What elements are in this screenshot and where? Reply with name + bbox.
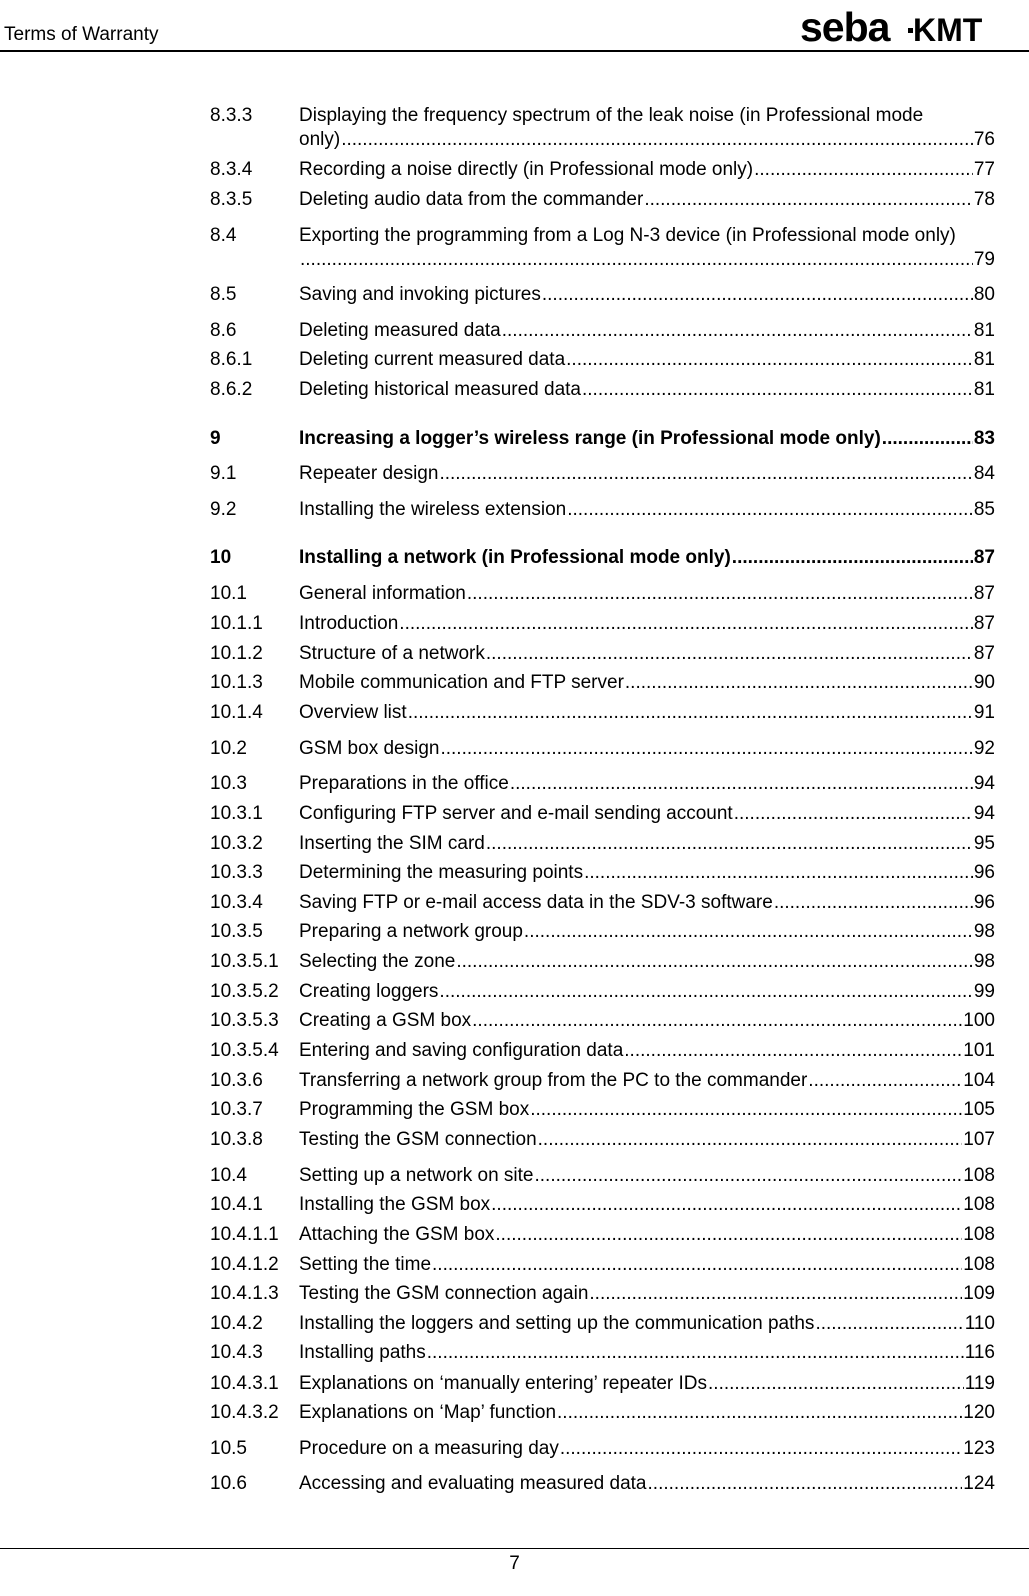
toc-leader [557,1401,962,1425]
toc-title: Determining the measuring points [299,862,584,883]
toc-page: 87 [973,583,995,604]
toc-title: Recording a noise directly (in Professional mode only) [299,159,754,180]
toc-title: Testing the GSM connection again [299,1283,589,1304]
toc-title: Introduction [299,613,399,634]
toc-number: 9.1 [210,463,237,484]
toc-leader [732,546,973,570]
toc-page: 87 [973,547,995,568]
toc-leader [882,427,973,451]
toc-number: 10.1 [210,583,247,604]
toc-title: Overview list [299,702,407,723]
toc-leader [815,1312,963,1336]
toc-leader [472,1009,962,1033]
svg-text:KMT: KMT [913,12,983,48]
toc-number: 10.1.2 [210,643,263,664]
toc-number: 10.1.3 [210,672,263,693]
toc-page: 90 [973,672,995,693]
toc-title-line: Displaying the frequency spectrum of the leak noise (in Professional mode [299,105,924,126]
toc-title: Setting the time [299,1254,432,1275]
toc-leader [624,1039,962,1063]
toc-number: 10.3.3 [210,862,263,883]
toc-number: 10.3.5.3 [210,1010,279,1031]
toc-page: 123 [963,1438,995,1459]
toc-page: 124 [963,1473,995,1494]
toc-leader [341,128,973,152]
toc-page: 81 [973,349,995,370]
toc-page: 101 [963,1040,995,1061]
toc-leader [440,737,972,761]
toc-page: 120 [963,1402,995,1423]
toc-page: 91 [973,702,995,723]
toc-page: 108 [963,1254,995,1275]
toc-page: 76 [973,129,995,150]
toc-title: Procedure on a measuring day [299,1438,559,1459]
toc-page: 110 [964,1313,995,1334]
toc-page: 81 [973,379,995,400]
toc-number: 8.3.4 [210,159,253,180]
toc-title: Saving FTP or e-mail access data in the SDV-3 software [299,892,773,913]
toc-leader [439,980,972,1004]
toc-leader [491,1193,962,1217]
toc-leader [534,1164,962,1188]
toc-page: 87 [973,643,995,664]
toc-title: Creating loggers [299,981,439,1002]
toc-title: GSM box design [299,738,440,759]
page-number: 7 [509,1553,520,1574]
toc-title: Configuring FTP server and e-mail sending account [299,803,733,824]
toc-number: 8.6.2 [210,379,253,400]
toc-number: 10.1.1 [210,613,263,634]
toc-page: 98 [973,921,995,942]
toc-number: 8.3.5 [210,189,253,210]
toc-leader [432,1253,962,1277]
toc-page: 105 [963,1099,995,1120]
toc-leader [566,348,973,372]
header-title: Terms of Warranty [4,24,159,45]
toc-title-line: Exporting the programming from a Log N-3 device (in Professional mode only) [299,225,956,246]
toc-page: 109 [963,1283,995,1304]
toc-page: 104 [963,1070,995,1091]
toc-number: 10.1.4 [210,702,263,723]
toc-number: 10.3.2 [210,833,263,854]
toc-leader [456,950,973,974]
toc-page: 96 [973,892,995,913]
toc-title: Installing the wireless extension [299,499,567,520]
toc-number: 10.4.1.2 [210,1254,279,1275]
toc-number: 9.2 [210,499,237,520]
toc-title: Creating a GSM box [299,1010,472,1031]
toc-number: 8.6 [210,320,237,341]
toc-title: Testing the GSM connection [299,1129,537,1150]
toc-page: 119 [964,1373,995,1394]
toc-page: 95 [973,833,995,854]
toc-page: 87 [973,613,995,634]
toc-title: Preparations in the office [299,773,509,794]
toc-number: 10.3.5.4 [210,1040,279,1061]
toc-title: Transferring a network group from the PC to the commander [299,1070,808,1091]
toc-leader [524,920,973,944]
toc-leader [754,158,973,182]
toc-page: 94 [973,773,995,794]
toc-title: Increasing a logger’s wireless range (in Professional mode only) [299,428,881,449]
toc-page: 99 [973,981,995,1002]
toc-title: Structure of a network [299,643,485,664]
toc-number: 9 [210,428,221,449]
toc-number: 10.4.1.1 [210,1224,279,1245]
toc-leader [582,378,973,402]
toc-number: 10.3 [210,773,247,794]
toc-title: Deleting historical measured data [299,379,581,400]
toc-leader [530,1098,962,1122]
header-divider [0,50,1029,52]
toc-entry[interactable] [210,224,995,272]
toc-title: Installing the GSM box [299,1194,491,1215]
toc-number: 10.4.1.3 [210,1283,279,1304]
toc-title: Deleting audio data from the commander [299,189,644,210]
toc-title: Explanations on ‘manually entering’ repeater IDs [299,1373,708,1394]
toc-leader [300,248,973,272]
toc-leader [808,1069,962,1093]
toc-leader [589,1282,962,1306]
toc-leader [486,832,973,856]
toc-number: 10.4.3.1 [210,1373,279,1394]
toc-leader [734,802,973,826]
toc-page: 85 [973,499,995,520]
toc-number: 10.3.4 [210,892,263,913]
toc-leader [560,1437,962,1461]
toc-number: 8.4 [210,225,237,246]
toc-page: 79 [973,249,995,270]
toc-title: Entering and saving configuration data [299,1040,624,1061]
toc-number: 8.6.1 [210,349,253,370]
toc-leader [427,1341,964,1365]
toc-title: Inserting the SIM card [299,833,485,854]
toc-number: 10.3.6 [210,1070,263,1091]
footer-divider [0,1548,1029,1549]
toc-page: 108 [963,1165,995,1186]
toc-title: Selecting the zone [299,951,456,972]
toc-title: Setting up a network on site [299,1165,534,1186]
toc-title: Deleting measured data [299,320,501,341]
toc-page: 78 [973,189,995,210]
toc-title: only) [299,129,341,150]
toc-page: 77 [973,159,995,180]
toc-number: 10.3.7 [210,1099,263,1120]
toc-number: 8.5 [210,284,237,305]
toc-number: 10.3.1 [210,803,263,824]
toc-title: Preparing a network group [299,921,523,942]
toc-title: Accessing and evaluating measured data [299,1473,647,1494]
sebakmt-logo [800,8,1027,48]
toc-page: 92 [973,738,995,759]
toc-page: 116 [964,1342,995,1363]
toc-page: 83 [973,428,995,449]
toc-leader [399,612,973,636]
toc-page: 81 [973,320,995,341]
toc-page: 100 [963,1010,995,1031]
toc-title: Programming the GSM box [299,1099,530,1120]
toc-leader [502,319,973,343]
toc-title: Installing paths [299,1342,426,1363]
toc-number: 10 [210,547,232,568]
toc-leader [467,582,973,606]
toc-number: 10.4.2 [210,1313,263,1334]
toc-number: 10.4.3.2 [210,1402,279,1423]
toc-number: 10.2 [210,738,247,759]
toc-leader [408,701,973,725]
toc-leader [644,188,973,212]
toc-number: 10.5 [210,1438,247,1459]
toc-number: 8.3.3 [210,105,253,126]
toc-leader [708,1372,964,1396]
toc-leader [439,462,972,486]
toc-page: 108 [963,1194,995,1215]
toc-leader [510,772,973,796]
toc-title: Installing a network (in Professional mode only) [299,547,731,568]
toc-title: Installing the loggers and setting up the communication paths [299,1313,815,1334]
toc-leader [538,1128,963,1152]
toc-leader [584,861,973,885]
toc-number: 10.6 [210,1473,247,1494]
toc-number: 10.3.5.2 [210,981,279,1002]
toc-number: 10.4.3 [210,1342,263,1363]
toc-title: Explanations on ‘Map’ function [299,1402,557,1423]
toc-title: General information [299,583,466,604]
toc-page: 84 [973,463,995,484]
toc-leader [625,671,973,695]
toc-page: 98 [973,951,995,972]
toc-number: 10.4.1 [210,1194,263,1215]
toc-number: 10.3.5 [210,921,263,942]
toc-number: 10.4 [210,1165,247,1186]
toc-page: 94 [973,803,995,824]
toc-title: Saving and invoking pictures [299,284,541,305]
toc-entry[interactable] [210,104,995,152]
toc-page: 108 [963,1224,995,1245]
toc-number: 10.3.8 [210,1129,263,1150]
svg-text:seba: seba [800,8,890,48]
toc-leader [648,1472,963,1496]
toc-leader [495,1223,962,1247]
toc-title: Repeater design [299,463,439,484]
toc-title: Deleting current measured data [299,349,566,370]
toc-page: 96 [973,862,995,883]
toc-title: Mobile communication and FTP server [299,672,624,693]
toc-leader [542,283,973,307]
toc-page: 80 [973,284,995,305]
toc-leader [486,642,973,666]
toc-leader [774,891,973,915]
toc-title: Attaching the GSM box [299,1224,495,1245]
toc-leader [567,498,973,522]
toc-page: 107 [963,1129,995,1150]
toc-number: 10.3.5.1 [210,951,279,972]
